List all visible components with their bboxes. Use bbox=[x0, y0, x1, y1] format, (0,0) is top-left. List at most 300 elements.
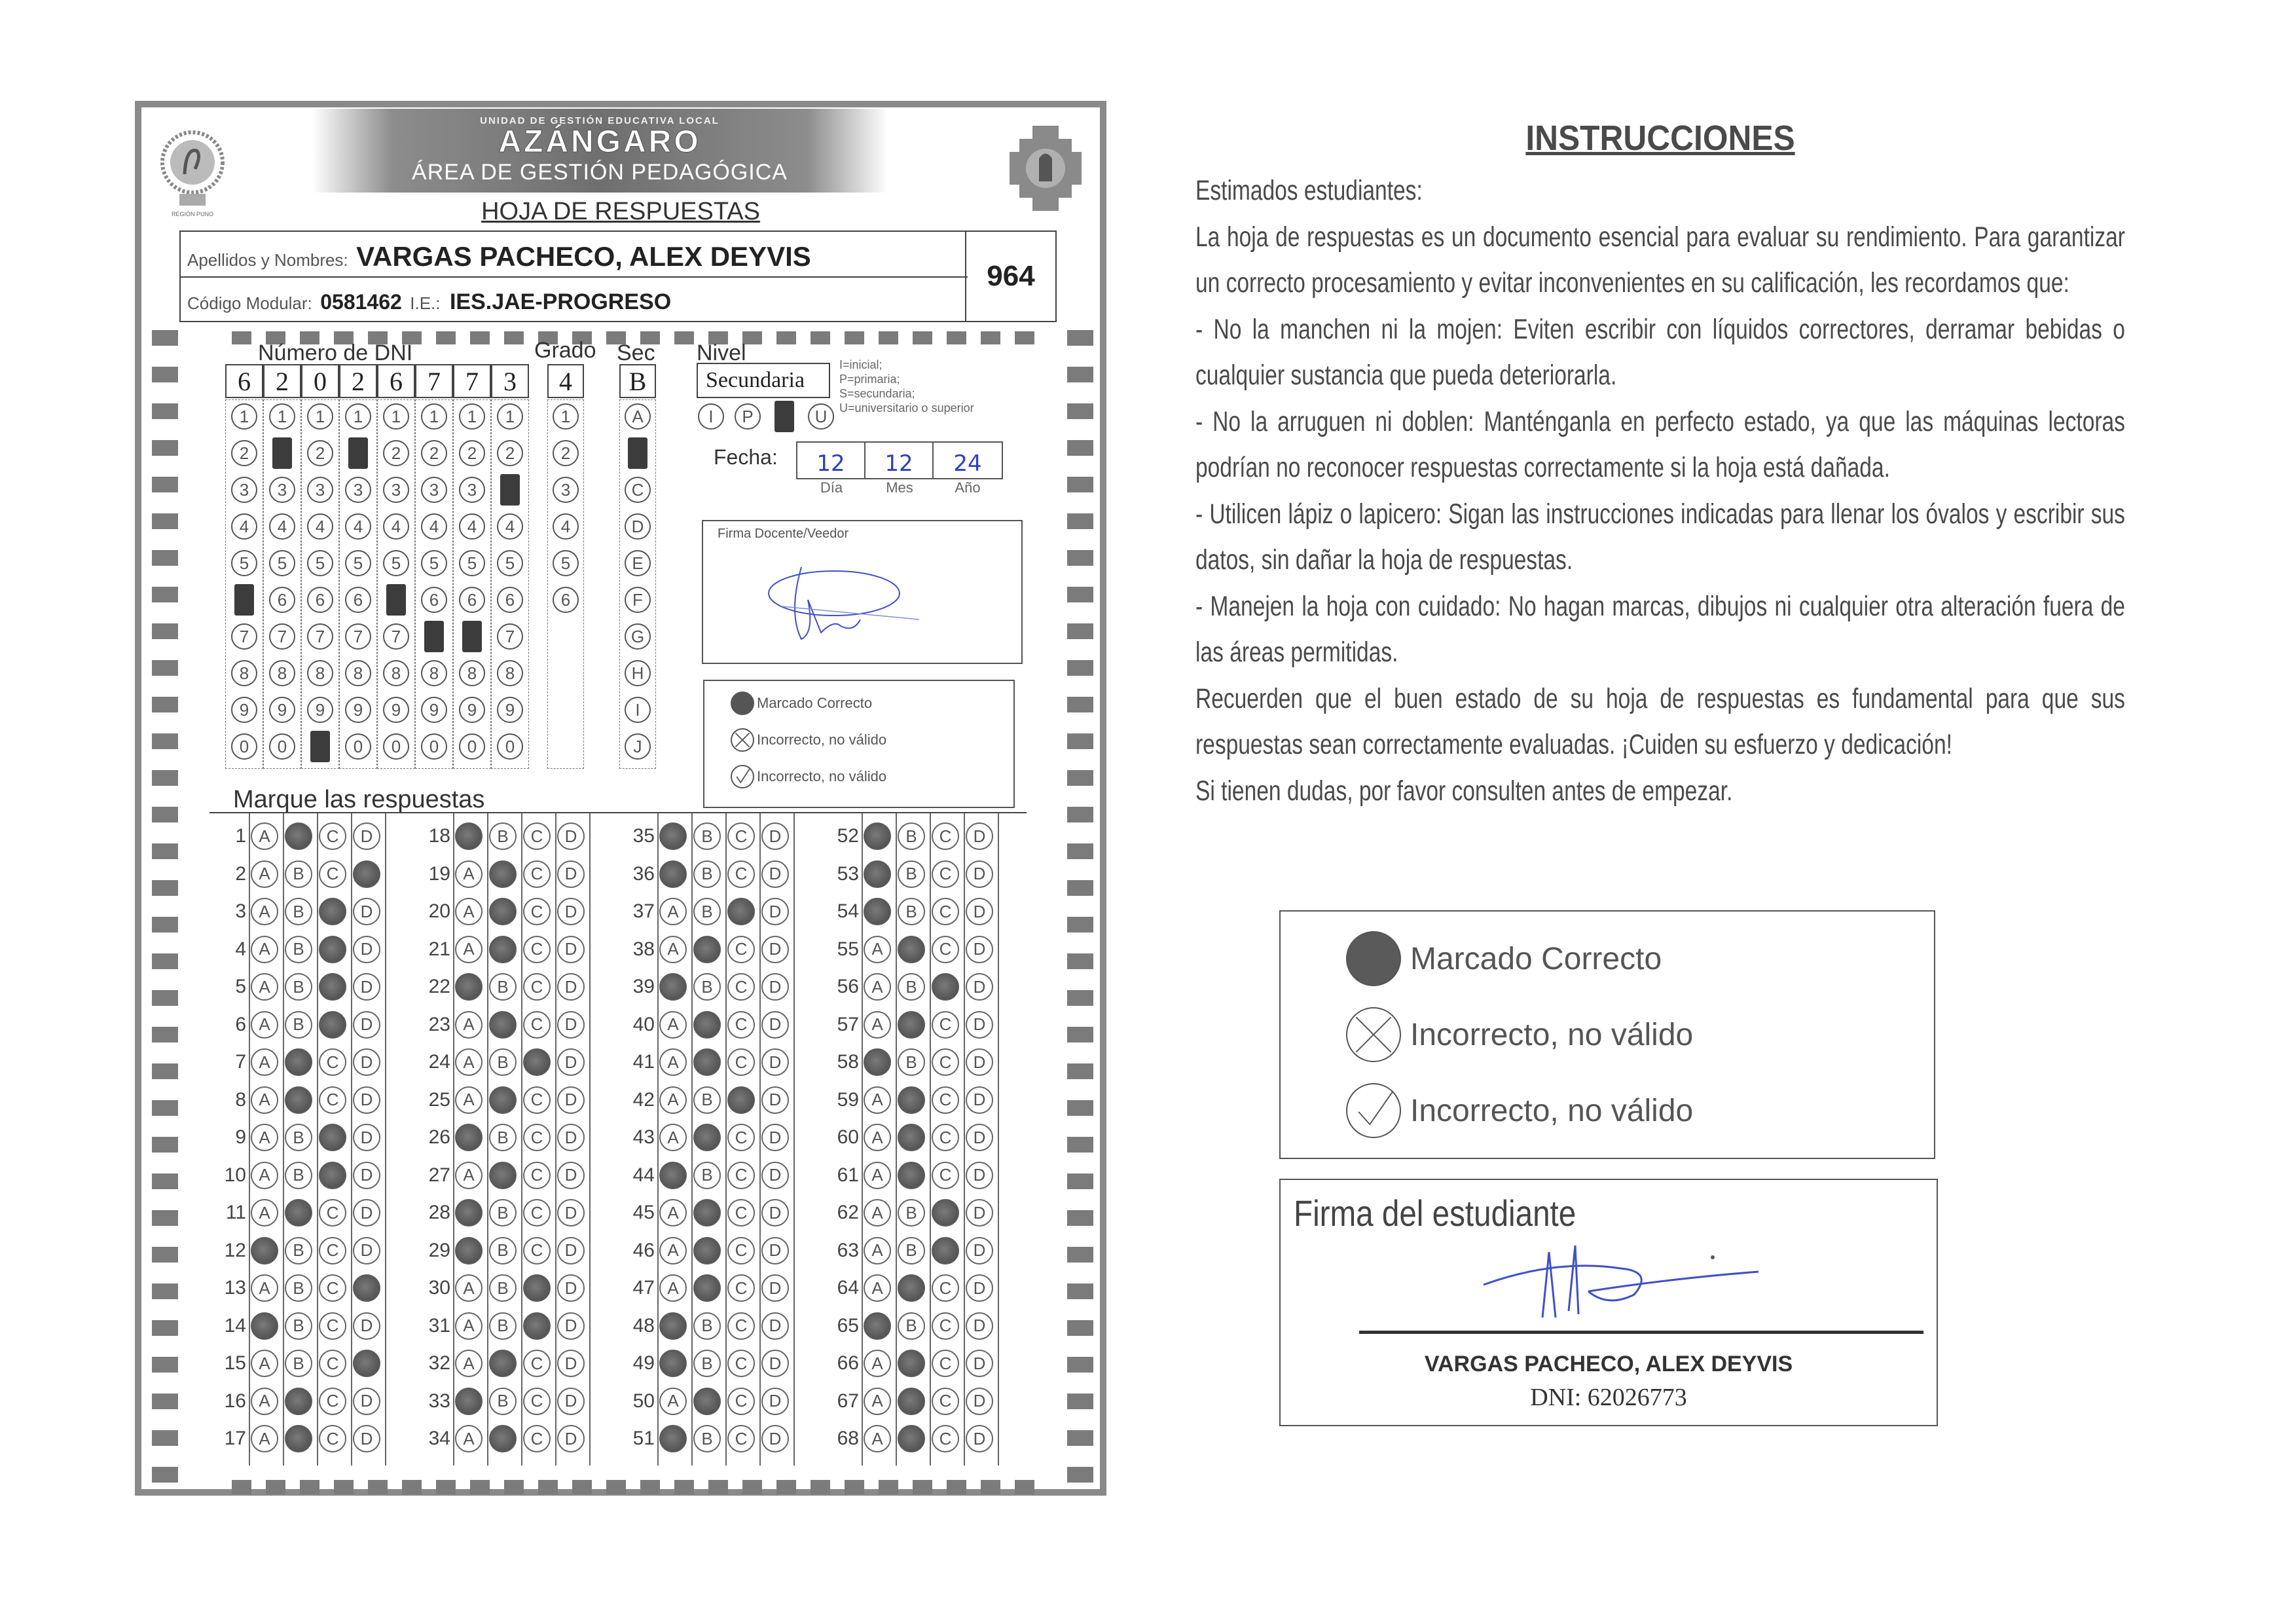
answer-bubble-marked[interactable] bbox=[489, 936, 517, 963]
answer-bubble-marked[interactable] bbox=[659, 822, 687, 850]
dni-bubble[interactable]: 4 bbox=[231, 513, 257, 540]
answer-bubble[interactable]: A bbox=[864, 1388, 891, 1415]
answer-bubble[interactable]: C bbox=[932, 1086, 959, 1114]
dni-bubble[interactable]: 2 bbox=[497, 440, 523, 466]
answer-bubble[interactable]: C bbox=[727, 1162, 755, 1189]
answer-bubble[interactable]: D bbox=[557, 1237, 585, 1264]
answer-bubble[interactable]: A bbox=[251, 1086, 278, 1114]
answer-bubble[interactable]: A bbox=[251, 1388, 278, 1415]
dni-bubble[interactable]: 6 bbox=[269, 587, 295, 613]
answer-bubble[interactable]: C bbox=[319, 1388, 346, 1415]
dni-bubble[interactable]: 4 bbox=[383, 513, 409, 540]
answer-bubble[interactable]: D bbox=[353, 1011, 380, 1039]
answer-bubble-marked[interactable] bbox=[285, 1199, 312, 1227]
answer-bubble[interactable]: D bbox=[557, 1011, 585, 1039]
answer-bubble[interactable]: A bbox=[455, 1048, 483, 1076]
dni-bubble[interactable]: 6 bbox=[421, 587, 447, 613]
answer-bubble[interactable]: B bbox=[693, 1086, 721, 1114]
answer-bubble-marked[interactable] bbox=[489, 1086, 517, 1114]
answer-bubble[interactable]: C bbox=[523, 898, 551, 925]
answer-bubble[interactable]: D bbox=[761, 1162, 789, 1189]
answer-bubble[interactable]: B bbox=[489, 1274, 517, 1302]
answer-bubble[interactable]: B bbox=[693, 860, 721, 888]
answer-bubble-marked[interactable] bbox=[489, 1162, 517, 1189]
dni-bubble[interactable]: 4 bbox=[269, 513, 295, 540]
answer-bubble[interactable]: D bbox=[557, 973, 585, 1001]
answer-bubble[interactable]: D bbox=[557, 1086, 585, 1114]
fecha-anio[interactable]: 24 bbox=[953, 451, 982, 477]
answer-bubble-marked[interactable] bbox=[353, 1350, 380, 1377]
dni-bubble[interactable]: 1 bbox=[307, 403, 333, 430]
answer-bubble[interactable]: D bbox=[353, 1312, 380, 1340]
dni-bubble[interactable]: 9 bbox=[497, 697, 523, 723]
answer-bubble[interactable]: D bbox=[966, 898, 993, 925]
answer-bubble[interactable]: A bbox=[251, 1048, 278, 1076]
answer-bubble[interactable]: B bbox=[285, 973, 312, 1001]
answer-bubble[interactable]: D bbox=[557, 860, 585, 888]
answer-bubble[interactable]: D bbox=[557, 1388, 585, 1415]
dni-bubble[interactable]: 7 bbox=[383, 623, 409, 650]
answer-bubble[interactable]: D bbox=[557, 1425, 585, 1452]
answer-bubble[interactable]: D bbox=[761, 822, 789, 850]
answer-bubble-marked[interactable] bbox=[659, 973, 687, 1001]
dni-bubble[interactable]: 1 bbox=[383, 403, 409, 430]
answer-bubble[interactable]: D bbox=[557, 1350, 585, 1377]
answer-bubble-marked[interactable] bbox=[455, 973, 483, 1001]
answer-bubble[interactable]: D bbox=[353, 973, 380, 1001]
answer-bubble-marked[interactable] bbox=[489, 860, 517, 888]
answer-bubble[interactable]: D bbox=[353, 898, 380, 925]
answer-bubble[interactable]: D bbox=[353, 1124, 380, 1151]
answer-bubble[interactable]: D bbox=[353, 936, 380, 963]
answer-bubble[interactable]: C bbox=[727, 1124, 755, 1151]
answer-bubble[interactable]: C bbox=[932, 822, 959, 850]
dni-bubble[interactable]: 4 bbox=[497, 513, 523, 540]
answer-bubble[interactable]: C bbox=[523, 1124, 551, 1151]
dni-bubble[interactable]: 9 bbox=[307, 697, 333, 723]
answer-bubble-marked[interactable] bbox=[523, 1312, 551, 1340]
dni-bubble[interactable]: 0 bbox=[497, 733, 523, 760]
answer-bubble[interactable]: C bbox=[727, 1048, 755, 1076]
answer-bubble[interactable]: B bbox=[489, 822, 517, 850]
answer-bubble-marked[interactable] bbox=[285, 1388, 312, 1415]
answer-bubble[interactable]: A bbox=[659, 1086, 687, 1114]
dni-bubble[interactable]: 0 bbox=[345, 733, 371, 760]
answer-bubble[interactable]: A bbox=[251, 973, 278, 1001]
answer-bubble[interactable]: D bbox=[761, 1011, 789, 1039]
answer-bubble[interactable]: C bbox=[932, 1425, 959, 1452]
answer-bubble-marked[interactable] bbox=[898, 1011, 925, 1039]
answer-bubble[interactable]: A bbox=[659, 1199, 687, 1227]
answer-bubble[interactable]: A bbox=[455, 1274, 483, 1302]
answer-bubble[interactable]: D bbox=[557, 1199, 585, 1227]
answer-bubble[interactable]: C bbox=[932, 1312, 959, 1340]
answer-bubble[interactable]: A bbox=[659, 898, 687, 925]
answer-bubble[interactable]: D bbox=[966, 822, 993, 850]
answer-bubble-marked[interactable] bbox=[489, 1350, 517, 1377]
dni-bubble[interactable]: 5 bbox=[345, 550, 371, 576]
answer-bubble[interactable]: B bbox=[693, 1425, 721, 1452]
answer-bubble[interactable]: B bbox=[693, 1350, 721, 1377]
answer-bubble[interactable]: A bbox=[864, 1350, 891, 1377]
answer-bubble[interactable]: C bbox=[727, 1425, 755, 1452]
dni-digit-box[interactable]: 7 bbox=[415, 364, 453, 398]
answer-bubble-marked[interactable] bbox=[489, 898, 517, 925]
answer-bubble[interactable]: C bbox=[932, 1274, 959, 1302]
answer-bubble[interactable]: D bbox=[557, 1274, 585, 1302]
answer-bubble[interactable]: D bbox=[557, 1312, 585, 1340]
answer-bubble[interactable]: D bbox=[966, 1274, 993, 1302]
dni-bubble[interactable]: 1 bbox=[459, 403, 485, 430]
answer-bubble[interactable]: D bbox=[761, 1048, 789, 1076]
dni-bubble[interactable]: 7 bbox=[307, 623, 333, 650]
sec-bubble[interactable]: E bbox=[625, 550, 651, 576]
answer-bubble[interactable]: B bbox=[693, 1312, 721, 1340]
dni-bubble[interactable]: 4 bbox=[459, 513, 485, 540]
answer-bubble[interactable]: C bbox=[523, 1237, 551, 1264]
dni-bubble[interactable]: 2 bbox=[307, 440, 333, 466]
answer-bubble[interactable]: A bbox=[455, 860, 483, 888]
answer-bubble[interactable]: C bbox=[932, 1124, 959, 1151]
answer-bubble[interactable]: A bbox=[251, 822, 278, 850]
dni-bubble[interactable]: 4 bbox=[421, 513, 447, 540]
dni-bubble[interactable]: 0 bbox=[269, 733, 295, 760]
answer-bubble[interactable]: A bbox=[455, 1162, 483, 1189]
dni-bubble[interactable]: 0 bbox=[459, 733, 485, 760]
answer-bubble[interactable]: A bbox=[864, 1274, 891, 1302]
answer-bubble[interactable]: C bbox=[727, 1274, 755, 1302]
answer-bubble[interactable]: C bbox=[523, 1350, 551, 1377]
dni-bubble[interactable]: 9 bbox=[269, 697, 295, 723]
dni-bubble[interactable]: 5 bbox=[383, 550, 409, 576]
answer-bubble[interactable]: B bbox=[693, 973, 721, 1001]
dni-bubble[interactable]: 8 bbox=[421, 660, 447, 686]
answer-bubble[interactable]: A bbox=[455, 1011, 483, 1039]
dni-bubble[interactable]: 9 bbox=[345, 697, 371, 723]
answer-bubble-marked[interactable] bbox=[898, 936, 925, 963]
sec-bubble[interactable]: H bbox=[625, 660, 651, 686]
dni-bubble[interactable]: 4 bbox=[307, 513, 333, 540]
answer-bubble[interactable]: B bbox=[489, 973, 517, 1001]
answer-bubble-marked[interactable] bbox=[285, 1086, 312, 1114]
answer-bubble[interactable]: C bbox=[319, 1350, 346, 1377]
answer-bubble[interactable]: C bbox=[932, 1048, 959, 1076]
answer-bubble-marked[interactable] bbox=[898, 1388, 925, 1415]
answer-bubble[interactable]: D bbox=[353, 1086, 380, 1114]
answer-bubble[interactable]: C bbox=[727, 1388, 755, 1415]
grado-value-box[interactable]: 4 bbox=[547, 364, 584, 398]
dni-bubble[interactable]: 1 bbox=[421, 403, 447, 430]
answer-bubble[interactable]: B bbox=[489, 1048, 517, 1076]
answer-bubble[interactable]: D bbox=[353, 1162, 380, 1189]
answer-bubble-marked[interactable] bbox=[319, 1011, 346, 1039]
nivel-bubble[interactable]: U bbox=[808, 403, 834, 430]
answer-bubble[interactable]: D bbox=[966, 1199, 993, 1227]
answer-bubble-marked[interactable] bbox=[898, 1425, 925, 1452]
answer-bubble-marked[interactable] bbox=[489, 1425, 517, 1452]
answer-bubble[interactable]: C bbox=[319, 1425, 346, 1452]
answer-bubble-marked[interactable] bbox=[659, 1425, 687, 1452]
answer-bubble[interactable]: B bbox=[489, 1237, 517, 1264]
answer-bubble[interactable]: B bbox=[898, 1312, 925, 1340]
sec-bubble[interactable]: A bbox=[625, 403, 651, 430]
answer-bubble[interactable]: B bbox=[285, 1162, 312, 1189]
answer-bubble[interactable]: A bbox=[455, 1350, 483, 1377]
nivel-bubble-marked[interactable] bbox=[774, 401, 794, 432]
answer-bubble-marked[interactable] bbox=[523, 1048, 551, 1076]
answer-bubble[interactable]: C bbox=[932, 1162, 959, 1189]
answer-bubble[interactable]: C bbox=[319, 1237, 346, 1264]
dni-bubble[interactable]: 3 bbox=[421, 477, 447, 503]
dni-bubble[interactable]: 7 bbox=[497, 623, 523, 650]
nivel-bubble[interactable]: P bbox=[735, 403, 761, 430]
dni-bubble[interactable]: 6 bbox=[345, 587, 371, 613]
answer-bubble[interactable]: D bbox=[761, 1274, 789, 1302]
answer-bubble[interactable]: B bbox=[693, 898, 721, 925]
answer-bubble-marked[interactable] bbox=[932, 1237, 959, 1264]
answer-bubble[interactable]: A bbox=[251, 898, 278, 925]
answer-bubble[interactable]: D bbox=[966, 973, 993, 1001]
answer-bubble[interactable]: D bbox=[761, 1350, 789, 1377]
answer-bubble[interactable]: B bbox=[285, 1124, 312, 1151]
answer-bubble[interactable]: B bbox=[898, 822, 925, 850]
answer-bubble-marked[interactable] bbox=[523, 1274, 551, 1302]
answer-bubble[interactable]: B bbox=[285, 860, 312, 888]
grado-bubble[interactable]: 4 bbox=[553, 513, 579, 540]
answer-bubble-marked[interactable] bbox=[693, 1199, 721, 1227]
fecha-mes[interactable]: 12 bbox=[866, 443, 934, 478]
dni-bubble[interactable]: 8 bbox=[345, 660, 371, 686]
dni-bubble[interactable]: 1 bbox=[497, 403, 523, 430]
answer-bubble-marked[interactable] bbox=[727, 1086, 755, 1114]
answer-bubble[interactable]: D bbox=[761, 1237, 789, 1264]
answer-bubble-marked[interactable] bbox=[285, 1425, 312, 1452]
dni-bubble-marked[interactable] bbox=[424, 621, 444, 652]
answer-bubble[interactable]: C bbox=[932, 1011, 959, 1039]
fecha-field[interactable] bbox=[796, 441, 1003, 479]
answer-bubble[interactable]: D bbox=[557, 822, 585, 850]
answer-bubble[interactable]: C bbox=[932, 1388, 959, 1415]
answer-bubble[interactable]: D bbox=[966, 1086, 993, 1114]
dni-digit-box[interactable]: 6 bbox=[377, 364, 415, 398]
answer-bubble[interactable]: C bbox=[523, 1425, 551, 1452]
answer-bubble-marked[interactable] bbox=[693, 936, 721, 963]
nivel-bubble[interactable]: I bbox=[698, 403, 724, 430]
dni-bubble[interactable]: 0 bbox=[383, 733, 409, 760]
answer-bubble[interactable]: D bbox=[761, 1312, 789, 1340]
dni-bubble[interactable]: 2 bbox=[459, 440, 485, 466]
answer-bubble[interactable]: C bbox=[319, 860, 346, 888]
answer-bubble-marked[interactable] bbox=[659, 1312, 687, 1340]
answer-bubble[interactable]: D bbox=[353, 1388, 380, 1415]
dni-bubble[interactable]: 9 bbox=[421, 697, 447, 723]
dni-bubble-marked[interactable] bbox=[500, 474, 520, 506]
dni-bubble[interactable]: 8 bbox=[231, 660, 257, 686]
answer-bubble[interactable]: B bbox=[898, 1199, 925, 1227]
answer-bubble[interactable]: D bbox=[761, 1124, 789, 1151]
answer-bubble[interactable]: D bbox=[353, 822, 380, 850]
answer-bubble-marked[interactable] bbox=[353, 860, 380, 888]
answer-bubble[interactable]: A bbox=[864, 1086, 891, 1114]
answer-bubble[interactable]: B bbox=[489, 1312, 517, 1340]
answer-bubble[interactable]: A bbox=[251, 860, 278, 888]
answer-bubble-marked[interactable] bbox=[864, 860, 891, 888]
dni-digit-box[interactable]: 2 bbox=[263, 364, 301, 398]
answer-bubble[interactable]: A bbox=[251, 1199, 278, 1227]
dni-digit-box[interactable]: 0 bbox=[301, 364, 339, 398]
answer-bubble-marked[interactable] bbox=[455, 1388, 483, 1415]
dni-bubble[interactable]: 5 bbox=[497, 550, 523, 576]
answer-bubble[interactable]: B bbox=[898, 898, 925, 925]
answer-bubble[interactable]: A bbox=[659, 936, 687, 963]
dni-bubble[interactable]: 8 bbox=[307, 660, 333, 686]
dni-bubble[interactable]: 3 bbox=[307, 477, 333, 503]
dni-bubble[interactable]: 1 bbox=[345, 403, 371, 430]
answer-bubble-marked[interactable] bbox=[455, 1199, 483, 1227]
dni-bubble[interactable]: 0 bbox=[231, 733, 257, 760]
answer-bubble[interactable]: C bbox=[319, 822, 346, 850]
answer-bubble[interactable]: B bbox=[489, 1388, 517, 1415]
answer-bubble[interactable]: C bbox=[523, 973, 551, 1001]
answer-bubble[interactable]: C bbox=[523, 1086, 551, 1114]
answer-bubble[interactable]: A bbox=[251, 1425, 278, 1452]
answer-bubble[interactable]: B bbox=[285, 936, 312, 963]
answer-bubble[interactable]: B bbox=[285, 1237, 312, 1264]
dni-digit-box[interactable]: 3 bbox=[491, 364, 529, 398]
answer-bubble[interactable]: D bbox=[761, 1388, 789, 1415]
answer-bubble[interactable]: C bbox=[932, 1350, 959, 1377]
dni-bubble[interactable]: 4 bbox=[345, 513, 371, 540]
answer-bubble[interactable]: B bbox=[693, 822, 721, 850]
answer-bubble[interactable]: D bbox=[966, 1350, 993, 1377]
dni-bubble[interactable]: 2 bbox=[231, 440, 257, 466]
answer-bubble[interactable]: A bbox=[251, 1350, 278, 1377]
answer-bubble[interactable]: B bbox=[898, 860, 925, 888]
grado-bubble[interactable]: 2 bbox=[553, 440, 579, 466]
dni-bubble[interactable]: 3 bbox=[459, 477, 485, 503]
dni-bubble[interactable]: 5 bbox=[269, 550, 295, 576]
dni-digit-box[interactable]: 6 bbox=[225, 364, 263, 398]
answer-bubble[interactable]: A bbox=[455, 936, 483, 963]
answer-bubble[interactable]: C bbox=[523, 1011, 551, 1039]
dni-bubble[interactable]: 7 bbox=[345, 623, 371, 650]
dni-bubble-marked[interactable] bbox=[348, 437, 368, 469]
answer-bubble[interactable]: D bbox=[557, 898, 585, 925]
answer-bubble[interactable]: C bbox=[727, 1011, 755, 1039]
answer-bubble[interactable]: A bbox=[659, 1124, 687, 1151]
answer-bubble[interactable]: D bbox=[761, 1086, 789, 1114]
answer-bubble[interactable]: C bbox=[523, 936, 551, 963]
answer-bubble-marked[interactable] bbox=[932, 973, 959, 1001]
answer-bubble[interactable]: C bbox=[523, 1199, 551, 1227]
answer-bubble[interactable]: C bbox=[523, 822, 551, 850]
sec-bubble[interactable]: J bbox=[625, 733, 651, 760]
dni-bubble-marked[interactable] bbox=[386, 584, 406, 616]
dni-bubble[interactable]: 1 bbox=[269, 403, 295, 430]
answer-bubble[interactable]: A bbox=[864, 1237, 891, 1264]
answer-bubble[interactable]: C bbox=[523, 1388, 551, 1415]
answer-bubble[interactable]: C bbox=[932, 936, 959, 963]
answer-bubble[interactable]: A bbox=[659, 1048, 687, 1076]
answer-bubble-marked[interactable] bbox=[353, 1274, 380, 1302]
answer-bubble[interactable]: A bbox=[455, 1312, 483, 1340]
answer-bubble[interactable]: C bbox=[319, 1274, 346, 1302]
answer-bubble[interactable]: C bbox=[319, 1048, 346, 1076]
answer-bubble[interactable]: C bbox=[727, 936, 755, 963]
answer-bubble[interactable]: A bbox=[864, 1199, 891, 1227]
answer-bubble[interactable]: C bbox=[727, 1199, 755, 1227]
answer-bubble-marked[interactable] bbox=[932, 1199, 959, 1227]
grado-bubble[interactable]: 1 bbox=[553, 403, 579, 430]
answer-bubble[interactable]: C bbox=[727, 822, 755, 850]
answer-bubble-marked[interactable] bbox=[864, 898, 891, 925]
dni-bubble[interactable]: 5 bbox=[307, 550, 333, 576]
dni-bubble-marked[interactable] bbox=[272, 437, 292, 469]
answer-bubble-marked[interactable] bbox=[659, 1350, 687, 1377]
grado-bubble[interactable]: 3 bbox=[553, 477, 579, 503]
answer-bubble[interactable]: B bbox=[693, 1162, 721, 1189]
answer-bubble[interactable]: A bbox=[659, 1011, 687, 1039]
answer-bubble-marked[interactable] bbox=[864, 1312, 891, 1340]
answer-bubble[interactable]: D bbox=[557, 1162, 585, 1189]
answer-bubble-marked[interactable] bbox=[659, 860, 687, 888]
answer-bubble-marked[interactable] bbox=[285, 822, 312, 850]
dni-bubble[interactable]: 6 bbox=[497, 587, 523, 613]
dni-bubble[interactable]: 8 bbox=[497, 660, 523, 686]
student-signature-box[interactable] bbox=[1279, 1179, 1938, 1426]
answer-bubble[interactable]: C bbox=[932, 898, 959, 925]
answer-bubble-marked[interactable] bbox=[455, 1237, 483, 1264]
dni-bubble-marked[interactable] bbox=[310, 731, 330, 762]
dni-bubble[interactable]: 5 bbox=[459, 550, 485, 576]
answer-bubble[interactable]: D bbox=[966, 860, 993, 888]
dni-bubble[interactable]: 6 bbox=[307, 587, 333, 613]
answer-bubble-marked[interactable] bbox=[898, 1274, 925, 1302]
answer-bubble-marked[interactable] bbox=[319, 898, 346, 925]
dni-digit-box[interactable]: 7 bbox=[453, 364, 491, 398]
answer-bubble[interactable]: C bbox=[319, 1199, 346, 1227]
answer-bubble[interactable]: B bbox=[898, 1237, 925, 1264]
answer-bubble[interactable]: A bbox=[864, 936, 891, 963]
dni-bubble[interactable]: 0 bbox=[421, 733, 447, 760]
answer-bubble[interactable]: B bbox=[898, 973, 925, 1001]
answer-bubble[interactable]: B bbox=[898, 1048, 925, 1076]
sec-bubble[interactable]: G bbox=[625, 623, 651, 650]
answer-bubble[interactable]: D bbox=[966, 1011, 993, 1039]
answer-bubble[interactable]: A bbox=[251, 936, 278, 963]
dni-bubble[interactable]: 2 bbox=[421, 440, 447, 466]
answer-bubble-marked[interactable] bbox=[251, 1237, 278, 1264]
sec-bubble-marked[interactable] bbox=[628, 437, 647, 469]
answer-bubble[interactable]: D bbox=[557, 936, 585, 963]
dni-bubble[interactable]: 8 bbox=[269, 660, 295, 686]
sec-bubble[interactable]: D bbox=[625, 513, 651, 540]
answer-bubble-marked[interactable] bbox=[898, 1124, 925, 1151]
answer-bubble-marked[interactable] bbox=[251, 1312, 278, 1340]
dni-bubble[interactable]: 7 bbox=[269, 623, 295, 650]
answer-bubble[interactable]: D bbox=[353, 1199, 380, 1227]
answer-bubble[interactable]: B bbox=[285, 1274, 312, 1302]
answer-bubble[interactable]: C bbox=[319, 1086, 346, 1114]
answer-bubble[interactable]: C bbox=[523, 1162, 551, 1189]
answer-bubble[interactable]: D bbox=[966, 1388, 993, 1415]
answer-bubble[interactable]: A bbox=[251, 1011, 278, 1039]
answer-bubble-marked[interactable] bbox=[489, 1011, 517, 1039]
answer-bubble[interactable]: A bbox=[864, 1124, 891, 1151]
dni-digit-box[interactable]: 2 bbox=[339, 364, 377, 398]
dni-bubble[interactable]: 9 bbox=[459, 697, 485, 723]
answer-bubble-marked[interactable] bbox=[693, 1274, 721, 1302]
